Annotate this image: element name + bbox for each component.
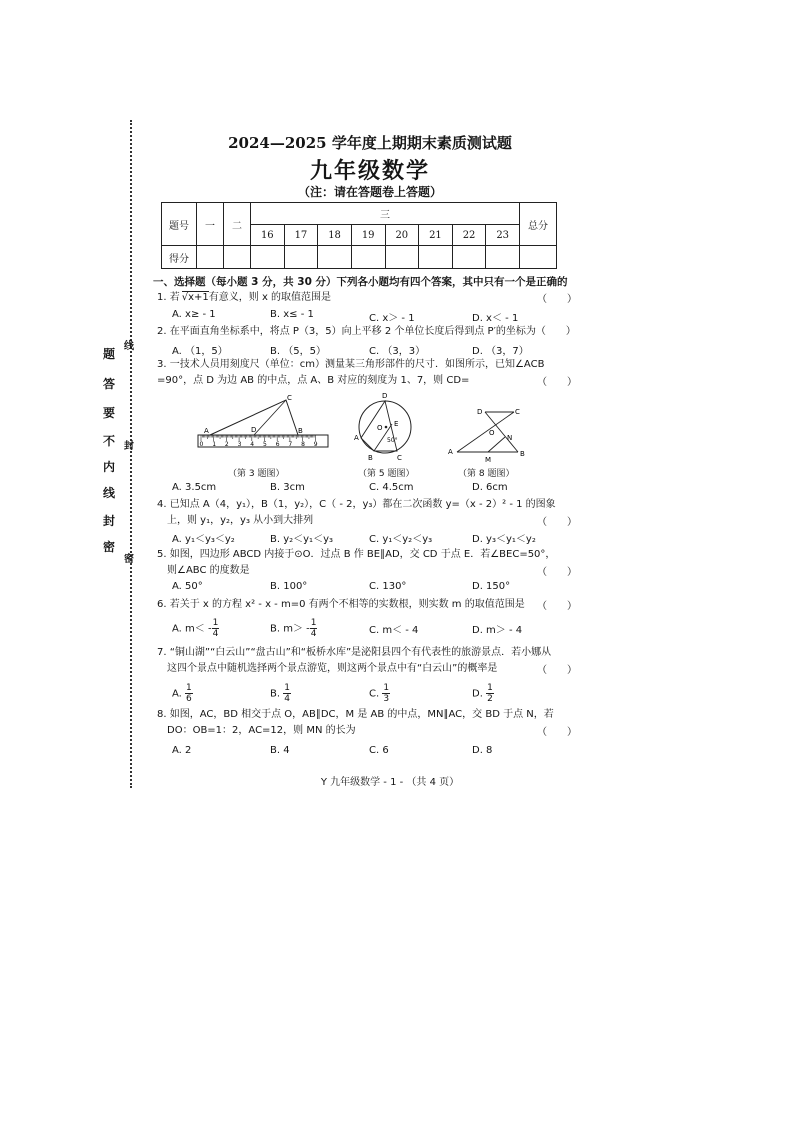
ruler-number: 3 [237,441,242,448]
figure-q8 [445,402,535,464]
ruler-number: 8 [301,441,305,448]
cell-q16: 16 [251,225,285,246]
ruler-number: 0 [199,441,204,448]
answer-paren-3: （ ） [537,377,577,388]
ruler-number: 9 [313,441,318,448]
cell-q18: 18 [318,225,352,246]
question-6: 6. 若关于 x 的方程 x² - x - m=0 有两个不相等的实数根，则实数 m 的取值范围是 [157,599,525,610]
answer-paren-4: （ ） [537,517,577,528]
cell-part1: 一 [197,203,224,246]
caption-fig3: （第 3 题图） [228,469,285,479]
question-4: 4. 已知点 A（4，y₁），B（1，y₂），C（ - 2，y₃）都在二次函数 y=（x - 2）² - 1 的图象 上，则 y₁，y₂，y₃ 从小到大排列 [157,499,556,526]
fig3-label-a: A [204,427,209,435]
fig8-label-m: M [485,456,492,464]
question-5: 5. 如图，四边形 ABCD 内接于⊙O．过点 B 作 BE∥AD，交 CD 于点 E．若∠BEC=50°， 则∠ABC 的度数是 [157,549,556,576]
question-3: 3. 一技术人员用刻度尺（单位：cm）测量某三角形部件的尺寸．如图所示，已知∠ACB =90°，点 D 为边 AB 的中点，点 A、B 对应的刻度为 1、7，则 CD= [157,359,545,386]
fig3-label-c: C [287,394,292,402]
caption-fig8: （第 8 题图） [458,469,515,479]
cell-part3: 三 [251,203,520,225]
page-footer: Y 九年级数学 - 1 - （共 4 页） [320,777,460,788]
cell-defen: 得分 [162,246,197,269]
cell-q21: 21 [419,225,453,246]
cell-part2: 二 [224,203,251,246]
section-1-heading: 一、选择题（每小题 3 分，共 30 分）下列各小题均有四个答案，其中只有一个是正确的 [153,276,568,288]
cell-total: 总分 [520,203,557,246]
ruler-number: 6 [275,441,280,448]
question-1: 1. 若 √x+1有意义，则 x 的取值范围是 [157,292,332,303]
fig8-label-d: D [477,408,483,416]
score-table [161,202,557,269]
question-8: 8. 如图，AC，BD 相交于点 O，AB∥DC，M 是 AB 的中点，MN∥AC，交 BD 于点 N，若 DO：OB=1：2，AC=12，则 MN 的长为 [157,709,554,736]
cell-q20: 20 [385,225,419,246]
ruler-number: 1 [212,441,217,448]
exam-note: （注：请在答题卷上答题） [297,185,442,199]
fig3-label-d: D [251,426,257,434]
cell-q22: 22 [452,225,486,246]
question-7: 7. “铜山湖”“白云山”“盘古山”和“板桥水库”是泌阳县四个有代表性的旅游景点．若小娜从 这四个景点中随机选择两个景点游览，则这两个景点中有“白云山”的概率是 [157,647,552,674]
fig5-label-b: B [368,454,373,462]
fig5-label-c: C [397,454,402,462]
figure-q5-circle [350,390,420,462]
ruler-number: 7 [288,441,293,448]
subject-title: 九年级数学 [309,158,430,184]
cell-q23: 23 [486,225,520,246]
cell-tihao: 题号 [162,203,197,246]
exam-title: 2024—2025 学年度上期期末素质测试题 [228,134,512,152]
ruler-number: 4 [250,441,255,448]
answer-paren-6: （ ） [537,601,577,612]
fig8-label-b: B [520,450,525,458]
ruler-number: 5 [263,441,267,448]
fig8-label-a: A [448,448,453,456]
question-2: 2. 在平面直角坐标系中，将点 P（3，5）向上平移 2 个单位长度后得到点 P′的坐标为（ ） [157,326,576,337]
cell-q17: 17 [284,225,318,246]
fig8-label-n: N [507,434,513,442]
answer-paren-1: （ ） [537,294,577,305]
fig8-label-o: O [489,429,495,437]
cell-q19: 19 [351,225,385,246]
answer-paren-5: （ ） [537,567,577,578]
ruler-number: 2 [224,441,229,448]
fig5-label-a: A [354,434,359,442]
binding-dotted-line [130,120,132,788]
figure-q3-ruler [195,393,335,463]
caption-fig5: （第 5 题图） [358,469,415,479]
answer-paren-7: （ ） [537,665,577,676]
fig3-label-b: B [298,427,303,435]
fig8-label-c: C [515,408,520,416]
fig5-label-e: E [394,420,399,428]
answer-paren-8: （ ） [537,727,577,738]
fig5-label-o: O [377,424,383,432]
fig5-label-d: D [382,392,388,400]
fig5-angle: 50° [387,437,398,444]
